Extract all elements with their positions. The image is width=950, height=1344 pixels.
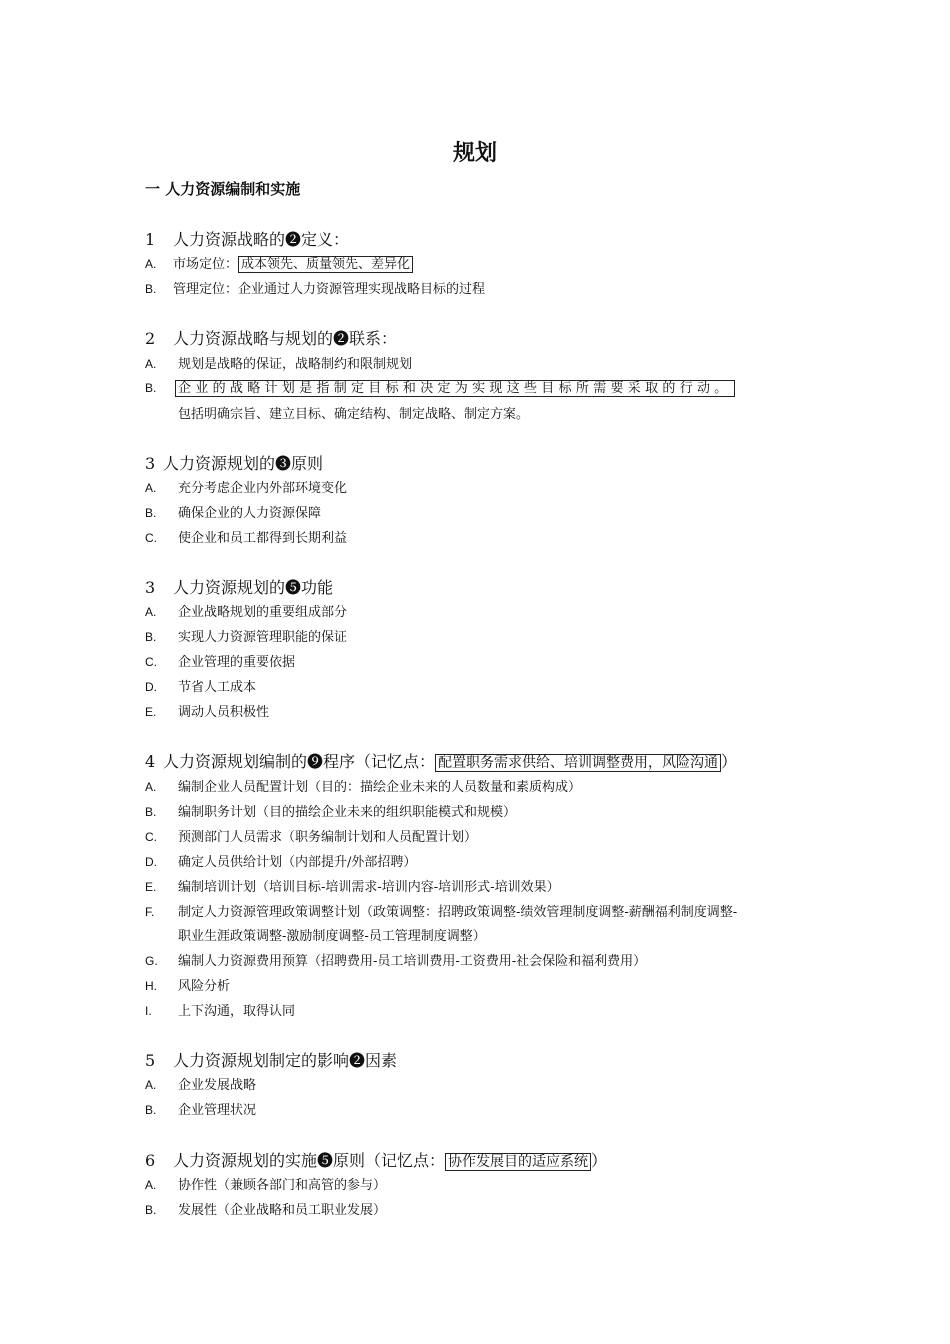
- item-label: F.: [145, 905, 155, 919]
- item-label: A.: [145, 780, 157, 794]
- heading-text: 人力资源规划的实施❺原则（记忆点：: [173, 1151, 446, 1170]
- item-text: 企业管理状况: [178, 1103, 257, 1118]
- item-label: B.: [145, 805, 157, 819]
- item-label: C.: [145, 531, 157, 545]
- list-item: [145, 901, 737, 920]
- list-item: [145, 701, 269, 720]
- item-text: 节省人工成本: [178, 680, 257, 695]
- boxed-text: 企业的战略计划是指制定目标和决定为实现这些目标所需要采取的行动。: [175, 380, 735, 397]
- heading-2: [145, 326, 397, 349]
- item-label: B.: [145, 506, 157, 520]
- item-text: 编制职务计划（目的描绘企业未来的组织职能模式和规模）: [178, 805, 517, 820]
- heading-number: 6: [145, 1151, 156, 1170]
- heading-suffix: ）: [721, 752, 738, 771]
- list-item: [145, 353, 412, 372]
- heading-4: [145, 575, 333, 598]
- list-item: [145, 1099, 256, 1118]
- item-label: A.: [145, 481, 157, 495]
- heading-text: 人力资源规划制定的影响❷因素: [173, 1051, 398, 1070]
- item-label: D.: [145, 855, 157, 869]
- heading-number: 5: [145, 1051, 156, 1070]
- list-item: [145, 1074, 256, 1093]
- heading-suffix: ）: [591, 1151, 608, 1170]
- item-label: I.: [145, 1004, 152, 1018]
- heading-number: 3: [145, 454, 156, 473]
- list-item: [145, 477, 347, 496]
- item-text: 确保企业的人力资源保障: [178, 506, 322, 521]
- list-item: [145, 601, 347, 620]
- heading-6: [145, 1048, 397, 1071]
- item-label: A.: [145, 1078, 157, 1092]
- heading-1: [145, 227, 349, 250]
- list-item: [145, 826, 477, 845]
- section-heading: 一 人力资源编制和实施: [145, 180, 301, 198]
- heading-text: 人力资源规划编制的❾程序（记忆点：: [163, 752, 436, 771]
- item-text: 编制培训计划（培训目标-培训需求-培训内容-培训形式-培训效果）: [178, 880, 560, 895]
- item-label: C.: [145, 830, 157, 844]
- item-text: 管理定位：企业通过人力资源管理实现战略目标的过程: [173, 282, 486, 297]
- heading-7: [145, 1148, 607, 1171]
- item-text: 实现人力资源管理职能的保证: [178, 630, 348, 645]
- list-item: [145, 676, 256, 695]
- list-item: [145, 1000, 295, 1019]
- heading-text: 人力资源规划的❺功能: [173, 578, 334, 597]
- item-text: 发展性（企业战略和员工职业发展）: [178, 1203, 387, 1218]
- item-label: A.: [145, 257, 157, 271]
- item-text: 预测部门人员需求（职务编制计划和人员配置计划）: [178, 830, 478, 845]
- item-text: 制定人力资源管理政策调整计划（政策调整：招聘政策调整-绩效管理制度调整-薪酬福利制度调整-: [178, 905, 738, 920]
- item-label: B.: [145, 381, 157, 395]
- item-text: 企业管理的重要依据: [178, 655, 296, 670]
- item-text: 风险分析: [178, 979, 231, 994]
- list-item-continuation: 包括明确宗旨、建立目标、确定结构、制定战略、制定方案。: [178, 407, 530, 422]
- item-text: 市场定位：: [173, 257, 239, 272]
- page-title: 规划: [452, 140, 497, 166]
- item-text: 上下沟通，取得认同: [178, 1004, 296, 1019]
- list-item: [145, 278, 485, 297]
- list-item: [145, 975, 230, 994]
- heading-5: [145, 749, 737, 772]
- heading-number: 4: [145, 752, 156, 771]
- list-item: [145, 876, 560, 895]
- list-item: [145, 253, 413, 272]
- boxed-text: 成本领先、质量领先、差异化: [238, 256, 413, 273]
- list-item: [145, 776, 581, 795]
- item-label: A.: [145, 605, 157, 619]
- item-label: B.: [145, 1203, 157, 1217]
- heading-text: 人力资源战略的❷定义：: [173, 230, 350, 249]
- item-label: E.: [145, 705, 157, 719]
- item-text: 调动人员积极性: [178, 705, 270, 720]
- item-text: 充分考虑企业内外部环境变化: [178, 481, 348, 496]
- list-item: [145, 626, 347, 645]
- heading-number: 3: [145, 578, 156, 597]
- item-label: E.: [145, 880, 157, 894]
- item-text: 协作性（兼顾各部门和高管的参与）: [178, 1178, 387, 1193]
- list-item: [145, 502, 321, 521]
- item-label: G.: [145, 954, 158, 968]
- item-text: 编制人力资源费用预算（招聘费用-员工培训费用-工资费用-社会保险和福利费用）: [178, 954, 647, 969]
- item-label: C.: [145, 655, 157, 669]
- list-item: [145, 377, 735, 396]
- list-item: [145, 1174, 386, 1193]
- list-item: [145, 851, 416, 870]
- heading-number: 1: [145, 230, 156, 249]
- item-text: 企业发展战略: [178, 1078, 257, 1093]
- list-item: [145, 801, 516, 820]
- list-item: [145, 651, 295, 670]
- heading-3: [145, 451, 323, 474]
- item-label: A.: [145, 1178, 157, 1192]
- heading-text: 人力资源规划的❸原则: [163, 454, 324, 473]
- item-text: 使企业和员工都得到长期利益: [178, 531, 348, 546]
- item-label: B.: [145, 1103, 157, 1117]
- item-label: B.: [145, 630, 157, 644]
- item-text: 规划是战略的保证，战略制约和限制规划: [178, 357, 413, 372]
- item-text: 企业战略规划的重要组成部分: [178, 605, 348, 620]
- item-label: H.: [145, 979, 157, 993]
- list-item: [145, 950, 646, 969]
- heading-text: 人力资源战略与规划的❷联系：: [173, 329, 398, 348]
- list-item: [145, 1199, 386, 1218]
- boxed-text: 配置职务需求供给、培训调整费用，风险沟通: [435, 754, 721, 772]
- item-text: 确定人员供给计划（内部提升/外部招聘）: [178, 855, 417, 870]
- item-label: D.: [145, 680, 157, 694]
- list-item: [145, 527, 347, 546]
- item-text: 编制企业人员配置计划（目的：描绘企业未来的人员数量和素质构成）: [178, 780, 582, 795]
- list-item-continuation: 职业生涯政策调整-激励制度调整-员工管理制度调整）: [178, 929, 486, 944]
- item-label: A.: [145, 357, 157, 371]
- item-label: B.: [145, 282, 157, 296]
- heading-number: 2: [145, 329, 156, 348]
- boxed-text: 协作发展目的适应系统: [445, 1153, 591, 1171]
